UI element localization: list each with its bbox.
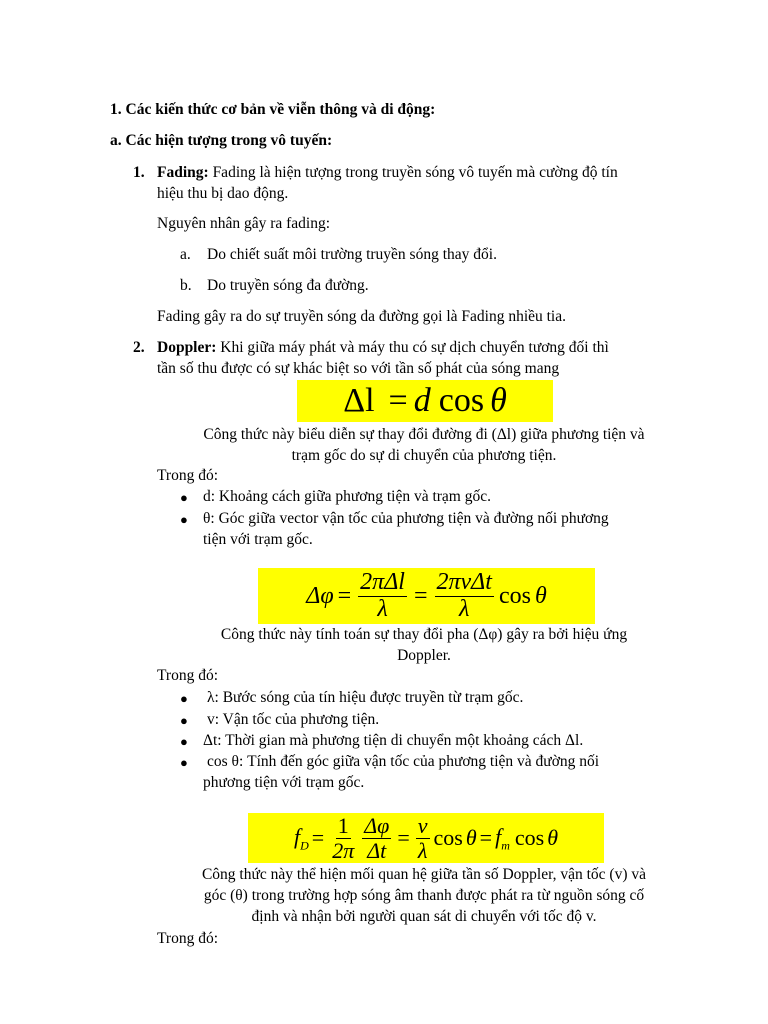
f3-fm-f: f: [495, 824, 502, 850]
formula3-description-line3: định và nhận bởi người quan sát di chuyển với tốc độ v.: [251, 908, 597, 925]
bullet1-d: d: Khoảng cách giữa phương tiện và trạm gốc.: [203, 488, 491, 505]
cause-text-a: Do chiết suất môi trường truyền sóng thay đổi.: [207, 246, 497, 263]
bullet1-theta-line2: tiện với trạm gốc.: [203, 531, 313, 548]
bullet-dot-icon: ●: [180, 490, 188, 505]
f3-eq3: =: [479, 825, 493, 851]
f3-frac3-num: ν: [417, 813, 428, 839]
doppler-paragraph-line2: tần số thu được có sự khác biệt so với tần số phát của sóng mang: [157, 360, 560, 377]
heading-subsection-a: a. Các hiện tượng trong vô tuyến:: [110, 132, 333, 149]
f3-fm-sub: m: [501, 838, 510, 853]
f3-fraction-3: [416, 814, 430, 861]
f3-frac3-den: λ: [417, 837, 428, 863]
f3-cos2: cos: [514, 825, 545, 851]
f1-eq: =: [388, 382, 408, 420]
f3-frac1-den: 2π: [332, 837, 355, 863]
cause-text-b: Do truyền sóng đa đường.: [207, 277, 369, 294]
where-label-3: Trong đó:: [157, 930, 219, 947]
doppler-definition: Khi giữa máy phát và máy thu có sự dịch chuyển tương đối thì: [220, 339, 609, 356]
bullet2-cos-theta-line1: cos θ: Tính đến góc giữa vận tốc của phương tiện và đường nối: [207, 753, 600, 770]
formula-phase-change: [258, 568, 595, 624]
bullet2-cos-theta-line2: phương tiện với trạm gốc.: [203, 774, 365, 791]
f2-eq2: =: [413, 582, 428, 609]
f3-frac2-num: Δφ: [364, 813, 390, 839]
formula1-description-line2: trạm gốc do sự di chuyển của phương tiện.: [291, 447, 557, 464]
where-label-1: Trong đó:: [157, 467, 219, 484]
f3-fm: [495, 822, 510, 854]
heading-section-1: 1. Các kiến thức cơ bản về viễn thông và di động:: [110, 101, 436, 118]
list-number-1: 1.: [133, 164, 145, 181]
cause-marker-b: b.: [180, 277, 192, 294]
f1-cos: cos: [438, 382, 485, 420]
f1-lhs: Δl: [343, 382, 375, 420]
bullet-dot-icon: ●: [180, 691, 188, 706]
f3-eq: =: [311, 825, 325, 851]
bullet2-velocity: v: Vận tốc của phương tiện.: [207, 711, 380, 728]
f1-d: d: [413, 382, 431, 420]
fading-cause-intro: Nguyên nhân gây ra fading:: [157, 215, 331, 232]
doppler-paragraph-line1: [157, 338, 609, 359]
formula2-description-line2: Doppler.: [397, 647, 451, 664]
f2-frac2-num: 2πνΔt: [436, 569, 492, 596]
f3-fraction-1: [330, 814, 356, 861]
f2-fraction-2: [435, 570, 494, 621]
formula2-description-line1: Công thức này tính toán sự thay đổi pha (Δφ) gây ra bởi hiệu ứng: [220, 626, 628, 643]
f1-theta: θ: [490, 382, 507, 420]
f3-theta2: θ: [547, 825, 559, 851]
formula-path-difference: [297, 380, 553, 422]
list-number-2: 2.: [133, 339, 145, 356]
formula3-description-line1: Công thức này thể hiện mối quan hệ giữa tần số Doppler, vận tốc (v) và: [201, 866, 647, 883]
f2-eq: =: [337, 582, 352, 609]
fading-term: Fading:: [157, 164, 209, 181]
fading-definition: Fading là hiện tượng trong truyền sóng vô tuyến mà cường độ tín: [212, 164, 618, 181]
where-label-2: Trong đó:: [157, 667, 219, 684]
fading-paragraph-line2: hiệu thu bị dao động.: [157, 185, 289, 202]
f2-lhs: Δφ: [306, 582, 334, 609]
bullet2-lambda: λ: Bước sóng của tín hiệu được truyền từ trạm gốc.: [207, 689, 524, 706]
f3-fraction-2: [362, 814, 391, 861]
f3-lhs-f: f: [293, 824, 301, 850]
bullet-dot-icon: ●: [180, 755, 188, 770]
fading-paragraph-line1: [157, 163, 618, 184]
formula-doppler-frequency: [248, 813, 604, 863]
doppler-term: Doppler:: [157, 339, 217, 356]
f2-fraction-1: [358, 570, 407, 621]
f2-theta: θ: [534, 582, 547, 609]
f3-lhs: [294, 822, 309, 854]
bullet1-theta-line1: θ: Góc giữa vector vận tốc của phương tiện và đường nối phương: [203, 510, 609, 527]
bullet2-delta-t: Δt: Thời gian mà phương tiện di chuyển một khoảng cách Δl.: [203, 732, 584, 749]
f3-frac2-den: Δt: [367, 837, 387, 863]
f2-frac1-num: 2πΔl: [360, 569, 405, 596]
f2-frac1-den: λ: [377, 595, 388, 622]
bullet-dot-icon: ●: [180, 734, 188, 749]
f3-eq2: =: [397, 825, 410, 851]
f3-lhs-sub: D: [300, 838, 309, 853]
fading-conclusion: Fading gây ra do sự truyền sóng da đường gọi là Fading nhiều tia.: [157, 308, 566, 325]
f2-cos: cos: [498, 582, 531, 609]
f2-frac2-den: λ: [459, 595, 470, 622]
bullet-dot-icon: ●: [180, 512, 188, 527]
formula1-description-line1: Công thức này biểu diễn sự thay đổi đường đi (Δl) giữa phương tiện và: [203, 426, 645, 443]
f3-frac1-num: 1: [337, 813, 349, 839]
f3-theta1: θ: [465, 825, 477, 851]
f3-cos1: cos: [433, 825, 463, 851]
cause-marker-a: a.: [180, 246, 191, 263]
formula3-description-line2: góc (θ) trong trường hợp sóng âm thanh được phát ra từ nguồn sóng cố: [203, 887, 645, 904]
bullet-dot-icon: ●: [180, 713, 188, 728]
